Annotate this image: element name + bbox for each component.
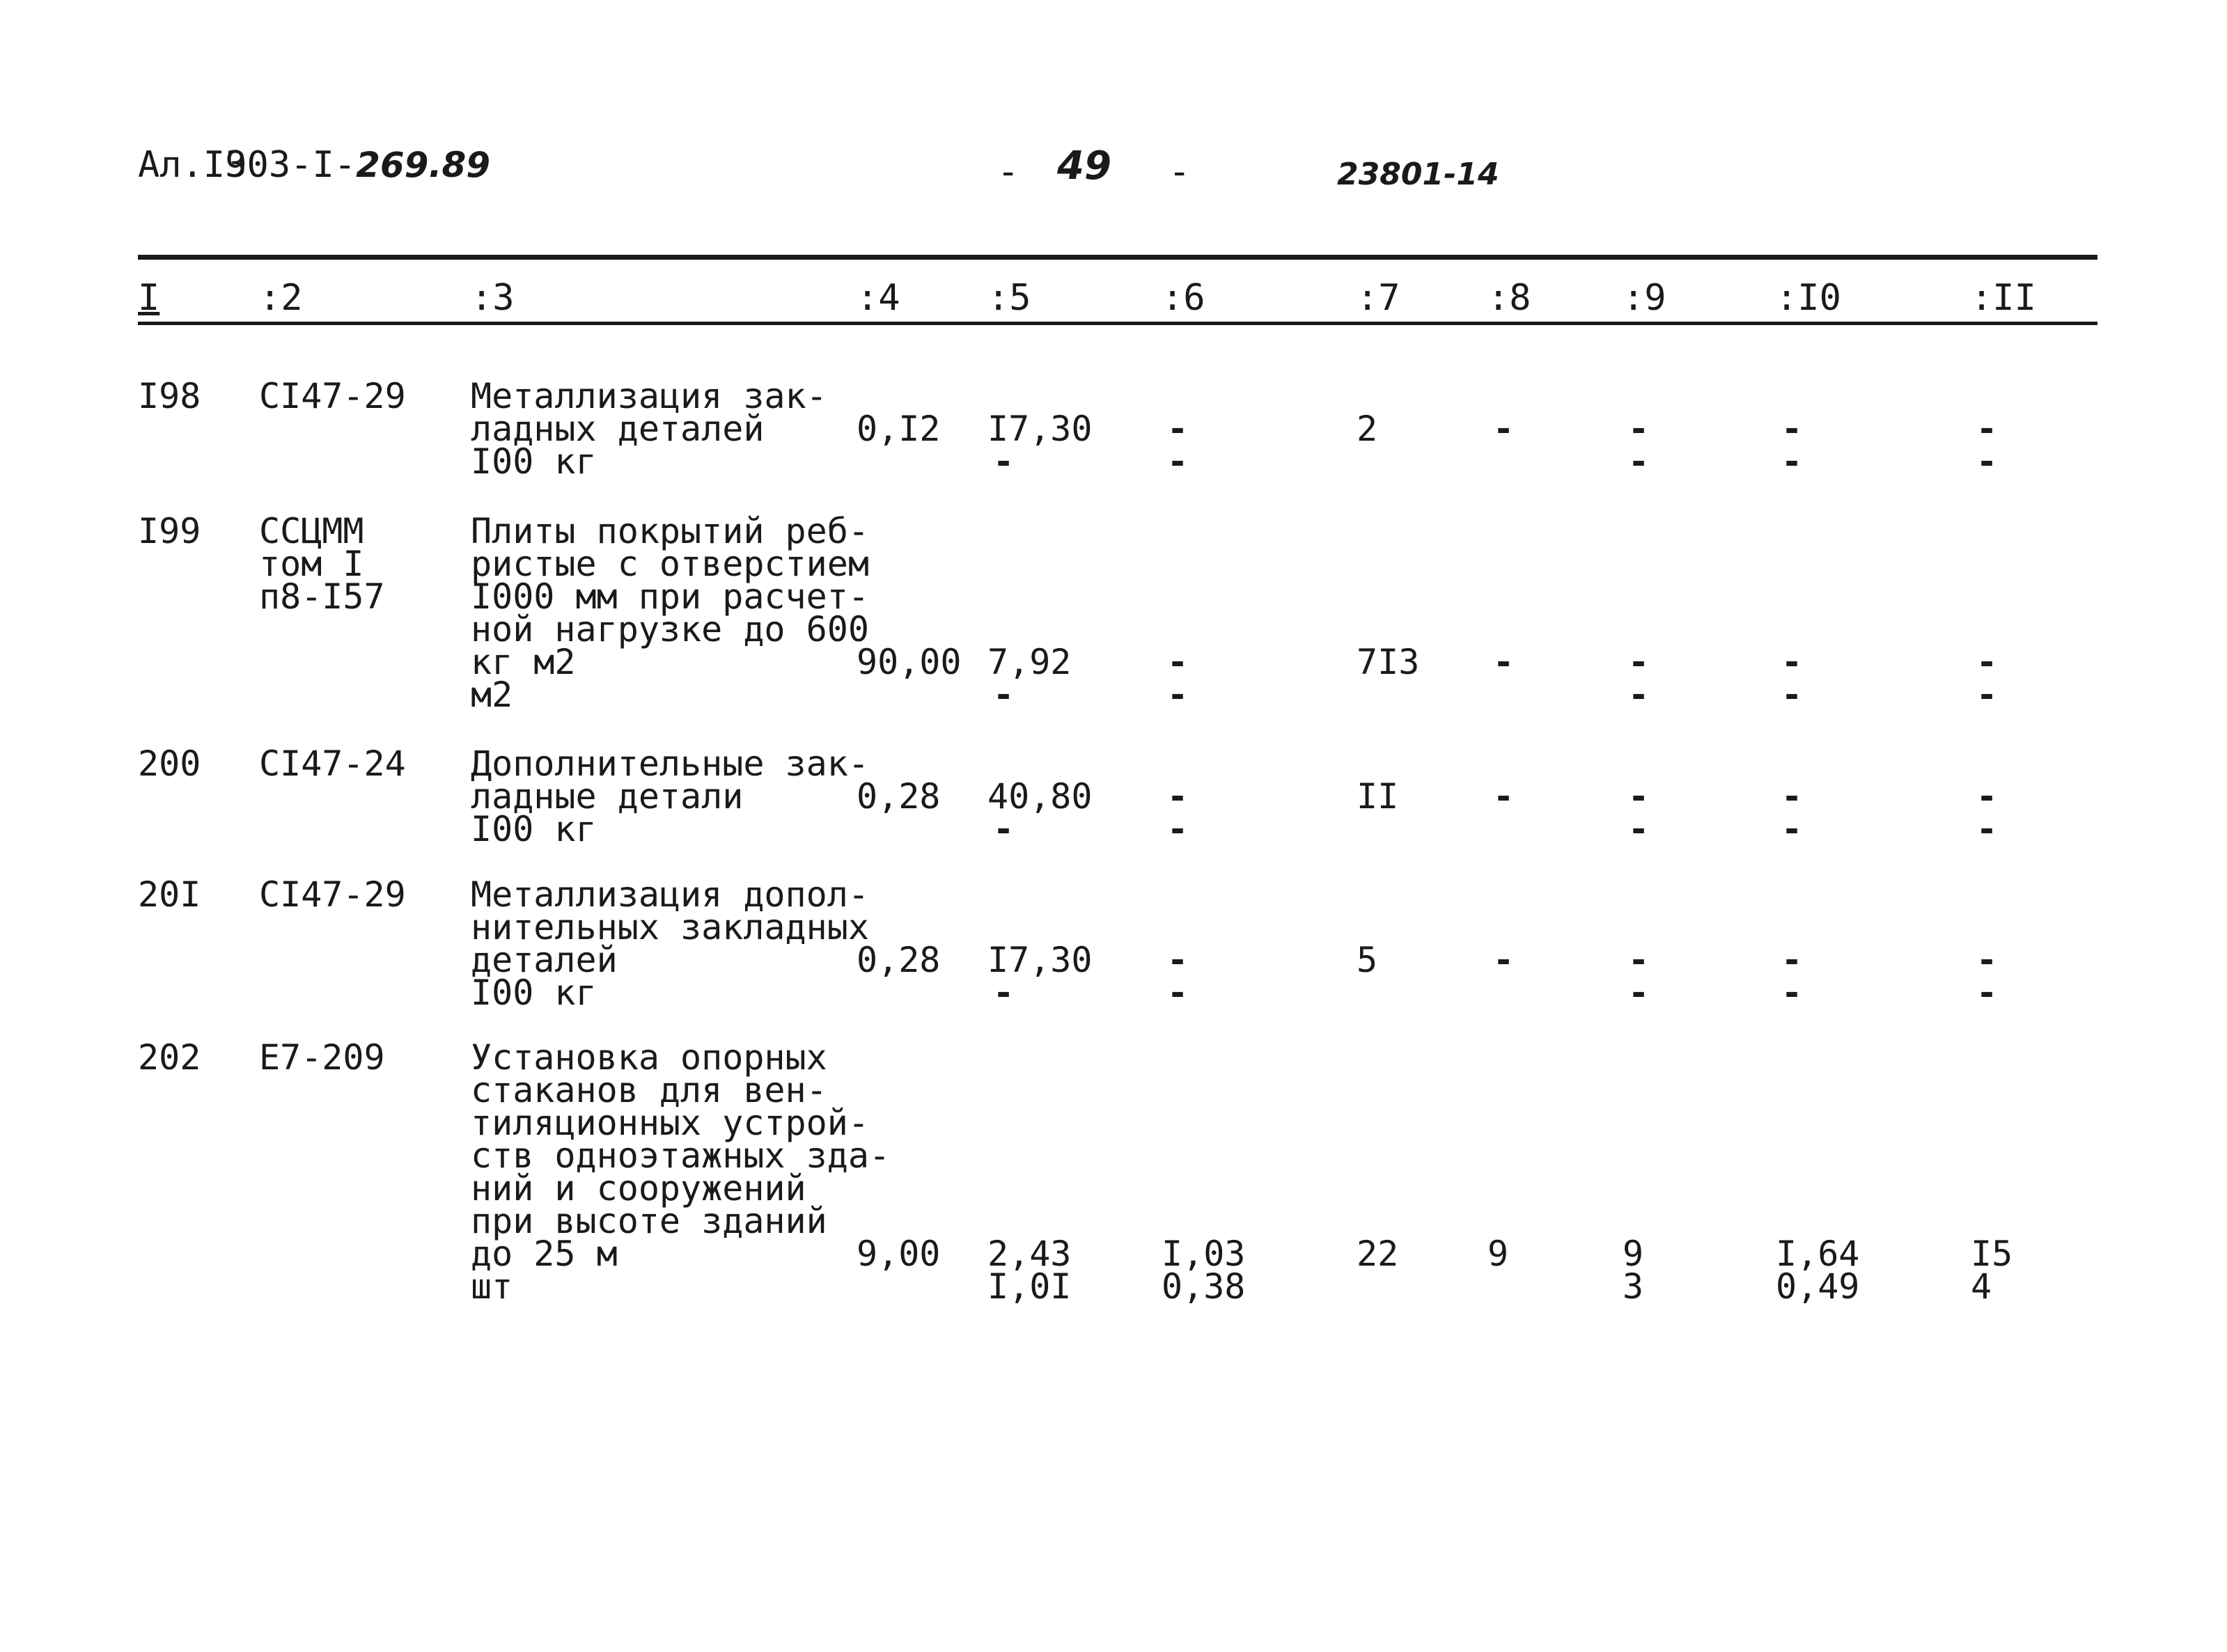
row-code: CI47-29	[259, 376, 406, 416]
cell-c5: -	[993, 441, 1015, 482]
row-description: стаканов для вен-	[471, 1070, 827, 1110]
cell-c6: I,03	[1162, 1234, 1246, 1274]
cell-c8: -	[1493, 940, 1515, 980]
cell-c9: -	[1628, 973, 1650, 1013]
cell-c11: I5	[1971, 1234, 2013, 1274]
cell-c8: -	[1493, 776, 1515, 817]
cell-c6: -	[1167, 441, 1189, 482]
cell-c10: -	[1781, 675, 1803, 715]
row-description: ной нагрузке до 600	[471, 609, 869, 650]
row-code: ССЦММ	[259, 511, 364, 551]
row-description: шт	[471, 1266, 513, 1307]
cell-c10: -	[1781, 809, 1803, 849]
header-rule	[138, 322, 2097, 325]
cell-c10: I,64	[1776, 1234, 1860, 1274]
cell-c9: -	[1628, 809, 1650, 849]
cell-c8: 9	[1487, 1234, 1509, 1274]
row-code: п8-I57	[259, 576, 385, 617]
row-number: 20I	[138, 874, 201, 915]
cell-c11: -	[1976, 675, 1998, 715]
row-description: I000 мм при расчет-	[471, 576, 869, 617]
cell-c5: 40,80	[987, 776, 1093, 817]
column-header-7: :7	[1357, 277, 1400, 319]
column-header-6: :6	[1162, 277, 1205, 319]
cell-c9: 9	[1623, 1234, 1644, 1274]
cell-c6: -	[1167, 940, 1189, 980]
row-number: I99	[138, 511, 201, 551]
row-description: до 25 м	[471, 1234, 618, 1274]
cell-c10: 0,49	[1776, 1266, 1860, 1307]
row-description: при высоте зданий	[471, 1201, 827, 1241]
cell-c7: 2	[1357, 409, 1378, 449]
cell-c10: -	[1781, 776, 1803, 817]
cell-c6: -	[1167, 409, 1189, 449]
cell-c10: -	[1781, 973, 1803, 1013]
cell-c9: -	[1628, 776, 1650, 817]
cell-c10: -	[1781, 409, 1803, 449]
column-header-11: :II	[1971, 277, 2036, 319]
cell-c5: -	[993, 675, 1015, 715]
row-description: I00 кг	[471, 809, 597, 849]
cell-c8: -	[1493, 642, 1515, 682]
row-number: 200	[138, 744, 201, 784]
cell-c11: -	[1976, 973, 1998, 1013]
row-description: ладных деталей	[471, 409, 765, 449]
row-code: CI47-29	[259, 874, 406, 915]
column-header-5: :5	[987, 277, 1031, 319]
cell-c10: -	[1781, 642, 1803, 682]
row-description: I00 кг	[471, 973, 597, 1013]
cell-c5: 7,92	[987, 642, 1072, 682]
cell-c5: I,0I	[987, 1266, 1072, 1307]
row-description: Установка опорных	[471, 1037, 827, 1078]
cell-c11: -	[1976, 441, 1998, 482]
row-code: E7-209	[259, 1037, 385, 1078]
quantity-cell: 90,00	[857, 642, 962, 682]
cell-c5: -	[993, 809, 1015, 849]
column-header-2: :2	[259, 277, 303, 319]
row-description: Металлизация зак-	[471, 376, 827, 416]
row-description: ристые с отверстием	[471, 544, 869, 584]
row-description: тиляционных устрой-	[471, 1103, 869, 1143]
cell-c5: -	[993, 973, 1015, 1013]
doc-code-handwritten: 269.89	[356, 145, 491, 185]
quantity-cell: 0,I2	[857, 409, 941, 449]
cell-c9: -	[1628, 409, 1650, 449]
page-number: 49	[1057, 143, 1111, 189]
cell-c7: II	[1357, 776, 1399, 817]
row-code: том I	[259, 544, 364, 584]
column-header-3: :3	[471, 277, 515, 319]
cell-c7: 22	[1357, 1234, 1399, 1274]
cell-c9: -	[1628, 642, 1650, 682]
row-description: кг м2	[471, 642, 576, 682]
cell-c11: -	[1976, 809, 1998, 849]
cell-c9: 3	[1623, 1266, 1644, 1307]
quantity-cell: 9,00	[857, 1234, 941, 1274]
row-description: ств одноэтажных зда-	[471, 1135, 891, 1176]
row-description: деталей	[471, 940, 618, 980]
cell-c11: -	[1976, 940, 1998, 980]
row-code: CI47-24	[259, 744, 406, 784]
cell-c10: -	[1781, 441, 1803, 482]
cell-c6: -	[1167, 675, 1189, 715]
archive-number: 23801-14	[1337, 157, 1499, 192]
cell-c11: 4	[1971, 1266, 1992, 1307]
column-header-4: :4	[857, 277, 900, 319]
page-dash-left: -	[997, 151, 1019, 193]
row-number: 202	[138, 1037, 201, 1078]
column-header-9: :9	[1623, 277, 1666, 319]
row-description: нительных закладных	[471, 907, 869, 947]
cell-c11: -	[1976, 776, 1998, 817]
cell-c9: -	[1628, 675, 1650, 715]
cell-c6: -	[1167, 809, 1189, 849]
sheet-label: Ал.I3	[138, 144, 247, 186]
quantity-cell: 0,28	[857, 940, 941, 980]
row-description: Металлизация допол-	[471, 874, 869, 915]
cell-c11: -	[1976, 409, 1998, 449]
row-number: I98	[138, 376, 201, 416]
cell-c8: -	[1493, 409, 1515, 449]
row-description: Плиты покрытий реб-	[471, 511, 869, 551]
cell-c5: I7,30	[987, 409, 1093, 449]
cell-c6: -	[1167, 973, 1189, 1013]
cell-c5: 2,43	[987, 1234, 1072, 1274]
cell-c6: 0,38	[1162, 1266, 1246, 1307]
row-description: ний и сооружений	[471, 1168, 806, 1209]
cell-c9: -	[1628, 940, 1650, 980]
row-description: м2	[471, 675, 513, 715]
column-header-1: I	[138, 277, 160, 319]
cell-c6: -	[1167, 642, 1189, 682]
row-description: Дополнительные зак-	[471, 744, 869, 784]
cell-c10: -	[1781, 940, 1803, 980]
cell-c7: 7I3	[1357, 642, 1420, 682]
cell-c9: -	[1628, 441, 1650, 482]
page-dash-right: -	[1169, 151, 1191, 193]
doc-code-printed: 903-I-	[225, 144, 357, 186]
cell-c11: -	[1976, 642, 1998, 682]
cell-c5: I7,30	[987, 940, 1093, 980]
column-header-8: :8	[1487, 277, 1531, 319]
column-header-10: :I0	[1776, 277, 1841, 319]
row-description: I00 кг	[471, 441, 597, 482]
cell-c7: 5	[1357, 940, 1378, 980]
cell-c6: -	[1167, 776, 1189, 817]
quantity-cell: 0,28	[857, 776, 941, 817]
top-rule	[138, 255, 2097, 260]
row-description: ладные детали	[471, 776, 744, 817]
